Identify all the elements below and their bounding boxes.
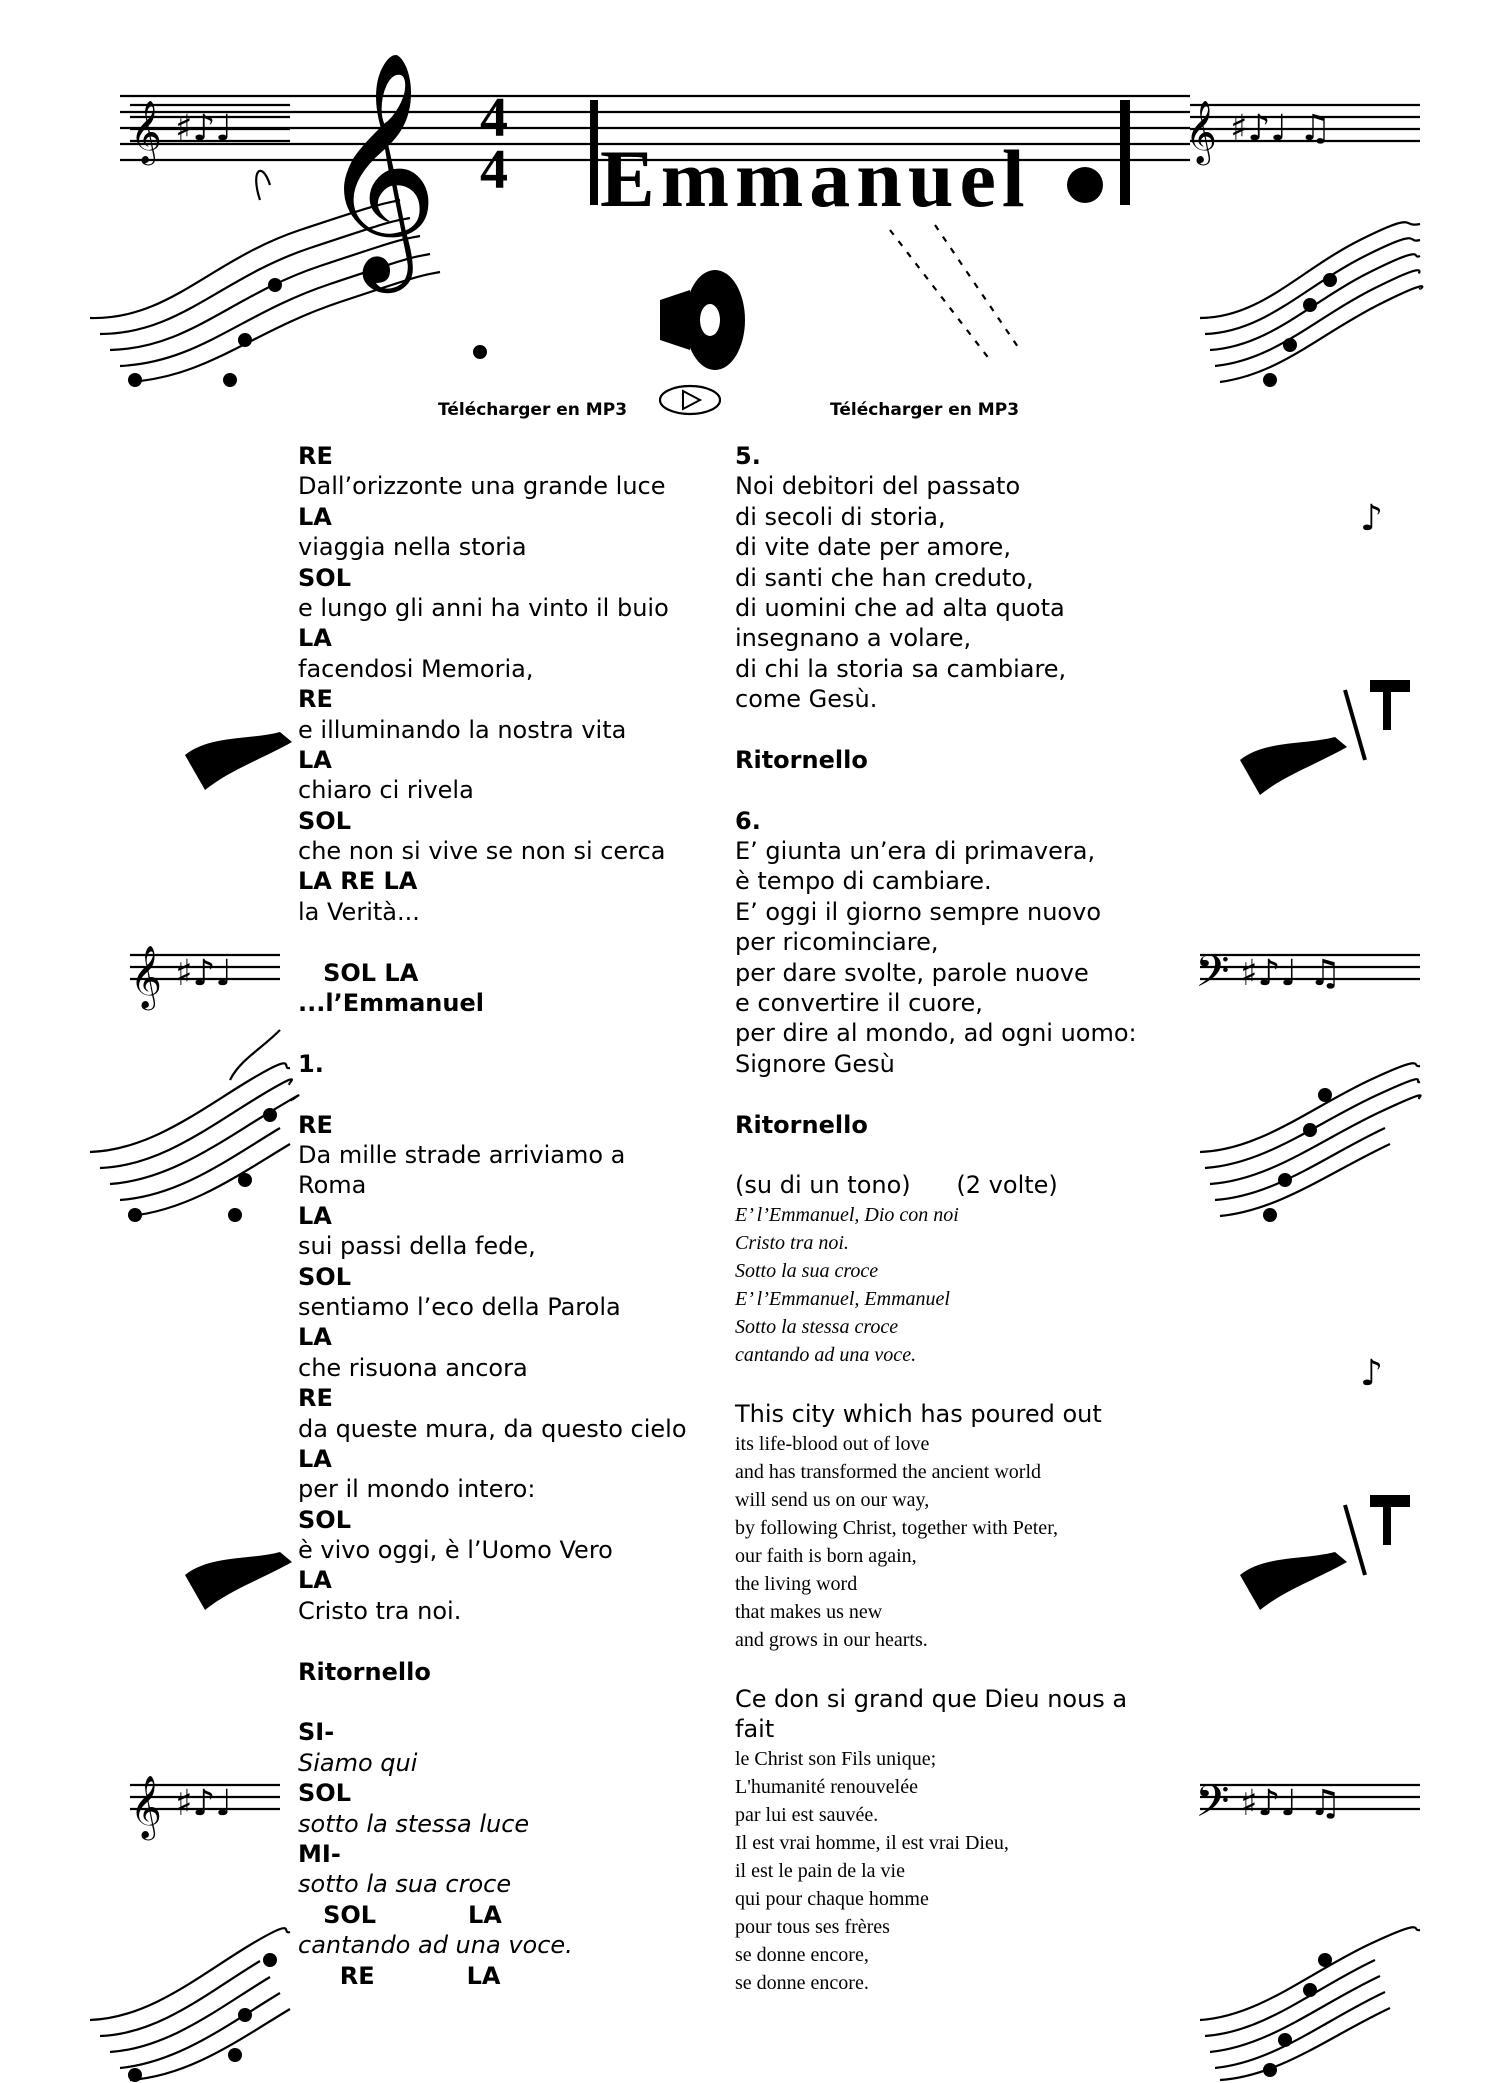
- right-translation-line: par lui est sauvée.: [735, 1803, 879, 1826]
- right-translation-line: L'humanité renouvelée: [735, 1775, 918, 1798]
- right-translation-line: Il est vrai homme, il est vrai Dieu,: [735, 1831, 1009, 1854]
- left-lyric-italic: cantando ad una voce.: [298, 1931, 573, 1960]
- right-lyric-line: per dare svolte, parole nuove: [735, 958, 1089, 987]
- download-mp3-link-left[interactable]: Télécharger en MP3: [438, 400, 628, 420]
- wavy-staff-left-mid: [90, 1030, 298, 1216]
- svg-text:𝄞: 𝄞: [130, 945, 162, 1008]
- left-lyric-italic: sotto la stessa luce: [298, 1809, 530, 1838]
- svg-text:𝄢: 𝄢: [1195, 945, 1230, 1008]
- left-chord-line: RE: [298, 685, 333, 714]
- right-translation-line: will send us on our way,: [735, 1488, 930, 1511]
- left-lyric-line: è vivo oggi, è l’Uomo Vero: [298, 1536, 613, 1565]
- svg-text:♯♪♩ ♫: ♯♪♩ ♫: [1240, 1783, 1342, 1824]
- left-lyric-line: sentiamo l’eco della Parola: [298, 1292, 621, 1321]
- left-spacer: [298, 1626, 687, 1656]
- right-chord-line: 6.: [735, 806, 761, 835]
- left-chord-line: RE: [298, 442, 333, 470]
- right-lyric-line: è tempo di cambiare.: [735, 867, 992, 896]
- left-chord-line: RE: [298, 1384, 333, 1413]
- time-signature: [480, 87, 508, 201]
- left-lyric-line: la Verità...: [298, 897, 420, 926]
- right-translation-line: se donne encore,: [735, 1943, 869, 1966]
- right-heading: Ritornello: [735, 1110, 868, 1139]
- left-chord-line: SOL: [298, 806, 351, 835]
- wavy-staff-left-bottom: [90, 1928, 290, 2080]
- lyrics-right-column: [735, 441, 1137, 1997]
- right-lyric-line: per ricominciare,: [735, 928, 939, 957]
- left-chord-line: 1.: [298, 1049, 324, 1078]
- left-spacer: [298, 1018, 687, 1048]
- left-chord-line: LA: [298, 1323, 332, 1352]
- time-signature-top: 4: [480, 87, 508, 149]
- right-lyric-line: This city which has poured out: [735, 1400, 1102, 1429]
- right-lyric-line: e convertire il cuore,: [735, 989, 983, 1018]
- right-spacer: [735, 1369, 1137, 1399]
- left-chord-line: LA RE LA: [298, 867, 418, 896]
- left-lyric-line: che risuona ancora: [298, 1353, 528, 1382]
- svg-text:♪: ♪: [1360, 1353, 1383, 1394]
- left-chord-line: LA: [298, 624, 332, 653]
- left-lyric-line: Roma: [298, 1171, 367, 1200]
- speaker-icon: [660, 270, 745, 370]
- rest-blob-icon: [185, 732, 292, 790]
- right-lyric-line: di santi che han creduto,: [735, 563, 1034, 592]
- right-heading: Ritornello: [735, 745, 868, 774]
- large-treble-clef-icon: 𝄞: [320, 50, 439, 283]
- right-translation-line: and grows in our hearts.: [735, 1628, 928, 1651]
- right-lyric-line: fait: [735, 1715, 775, 1744]
- left-heading: Ritornello: [298, 1657, 431, 1686]
- left-chord-line: LA: [298, 745, 332, 774]
- left-spacer: [298, 1079, 687, 1109]
- right-lyric-line: di chi la storia sa cambiare,: [735, 654, 1067, 683]
- left-chord-line: SOL: [298, 1505, 351, 1534]
- right-lyric-line: E’ giunta un’era di primavera,: [735, 837, 1096, 866]
- page-title: Emmanuel: [600, 133, 1031, 224]
- left-lyric-line: Dall’orizzonte una grande luce: [298, 472, 666, 501]
- right-translation-line: il est le pain de la vie: [735, 1859, 905, 1882]
- right-chord-line: 5.: [735, 442, 761, 470]
- right-lyric-line: (su di un tono) (2 volte): [735, 1171, 1058, 1200]
- left-spacer: [298, 1687, 687, 1717]
- right-spacer: [735, 1654, 1137, 1684]
- download-mp3-link-right[interactable]: Télécharger en MP3: [830, 400, 1020, 420]
- left-lyric-line: viaggia nella storia: [298, 533, 527, 562]
- left-lyric-line: e illuminando la nostra vita: [298, 715, 627, 744]
- wavy-staff-right-mid: [1200, 1063, 1421, 1216]
- left-lyric-italic: Siamo qui: [298, 1748, 418, 1777]
- svg-text:♯♪♩: ♯♪♩: [175, 108, 233, 149]
- right-translation-line: se donne encore.: [735, 1971, 869, 1994]
- left-lyric-italic: sotto la sua croce: [298, 1870, 512, 1899]
- left-chord-line: SOL: [298, 1779, 351, 1808]
- right-refrain-line: Sotto la sua croce: [735, 1259, 879, 1282]
- right-refrain-line: E’ l’Emmanuel, Emmanuel: [735, 1287, 950, 1310]
- svg-text:♯♪♩ ♫: ♯♪♩ ♫: [1240, 953, 1342, 994]
- left-lyric-line: Da mille strade arriviamo a: [298, 1140, 626, 1169]
- left-lyric-line: facendosi Memoria,: [298, 654, 534, 683]
- right-translation-line: and has transformed the ancient world: [735, 1460, 1042, 1483]
- right-lyric-line: insegnano a volare,: [735, 624, 972, 653]
- left-chord-line: LA: [298, 1201, 332, 1230]
- right-spacer: [735, 1079, 1137, 1109]
- left-chord-line: SOL: [298, 563, 351, 592]
- left-lyric-line: chiaro ci rivela: [298, 776, 474, 805]
- svg-text:𝄞: 𝄞: [1185, 100, 1217, 163]
- left-spacer: [298, 927, 687, 957]
- right-lyric-line: Noi debitori del passato: [735, 472, 1021, 501]
- right-translation-line: its life-blood out of love: [735, 1432, 930, 1455]
- svg-text:𝄞: 𝄞: [130, 1775, 162, 1838]
- left-lyric-line: da queste mura, da questo cielo: [298, 1414, 687, 1443]
- left-chord-line: SOL LA: [298, 958, 419, 987]
- right-refrain-line: Sotto la stessa croce: [735, 1315, 899, 1338]
- left-chord-line: LA: [298, 502, 332, 531]
- right-lyric-line: Ce don si grand que Dieu nous a: [735, 1684, 1128, 1713]
- right-translation-line: qui pour chaque homme: [735, 1887, 929, 1910]
- left-lyric-line: che non si vive se non si cerca: [298, 837, 666, 866]
- treble-clef-icon: 𝄞: [130, 100, 162, 163]
- svg-text:♪: ♪: [1360, 498, 1383, 539]
- left-lyric-line: per il mondo intero:: [298, 1475, 536, 1504]
- right-lyric-line: Signore Gesù: [735, 1049, 895, 1078]
- svg-text:♯♪♩ ♫: ♯♪♩ ♫: [1230, 108, 1332, 149]
- right-translation-line: our faith is born again,: [735, 1544, 917, 1567]
- right-lyric-line: per dire al mondo, ad ogni uomo:: [735, 1019, 1137, 1048]
- left-chord-line: SI-: [298, 1718, 335, 1747]
- svg-text:♯♪♩: ♯♪♩: [175, 1783, 233, 1824]
- right-lyric-line: di vite date per amore,: [735, 533, 1011, 562]
- left-chord-line: MI-: [298, 1839, 341, 1868]
- left-chord-line: RE LA: [298, 1961, 501, 1990]
- svg-text:♯♪♩: ♯♪♩: [175, 953, 233, 994]
- right-spacer: [735, 1140, 1137, 1170]
- right-translation-line: the living word: [735, 1572, 858, 1595]
- right-refrain-line: E’ l’Emmanuel, Dio con noi: [735, 1203, 959, 1226]
- right-lyric-line: di secoli di storia,: [735, 502, 946, 531]
- left-chord-line: SOL: [298, 1262, 351, 1291]
- left-lyric-line: sui passi della fede,: [298, 1232, 536, 1261]
- right-lyric-line: E’ oggi il giorno sempre nuovo: [735, 897, 1101, 926]
- right-translation-line: le Christ son Fils unique;: [735, 1747, 937, 1770]
- left-lyric-line: Cristo tra noi.: [298, 1596, 462, 1625]
- svg-text:𝄢: 𝄢: [1195, 1775, 1230, 1838]
- left-chord-line: RE: [298, 1110, 333, 1139]
- left-chord-line: LA: [298, 1444, 332, 1473]
- right-refrain-line: Cristo tra noi.: [735, 1231, 849, 1254]
- time-signature-bottom: 4: [480, 139, 508, 201]
- wavy-staff-right-bottom: [1200, 1927, 1420, 2080]
- right-translation-line: by following Christ, together with Peter,: [735, 1516, 1059, 1539]
- left-chord-line: SOL LA: [298, 1900, 502, 1929]
- right-spacer: [735, 775, 1137, 805]
- right-lyric-line: di uomini che ad alta quota: [735, 593, 1065, 622]
- right-spacer: [735, 715, 1137, 745]
- right-lyric-line: come Gesù.: [735, 685, 878, 714]
- right-translation-line: that makes us new: [735, 1600, 883, 1623]
- left-heading: ...l’Emmanuel: [298, 989, 484, 1018]
- play-icon: [660, 386, 720, 414]
- right-refrain-line: cantando ad una voce.: [735, 1343, 917, 1366]
- left-chord-line: LA: [298, 1566, 332, 1595]
- lyrics-left-column: [298, 441, 687, 1991]
- right-translation-line: pour tous ses frères: [735, 1915, 890, 1938]
- left-lyric-line: e lungo gli anni ha vinto il buio: [298, 593, 669, 622]
